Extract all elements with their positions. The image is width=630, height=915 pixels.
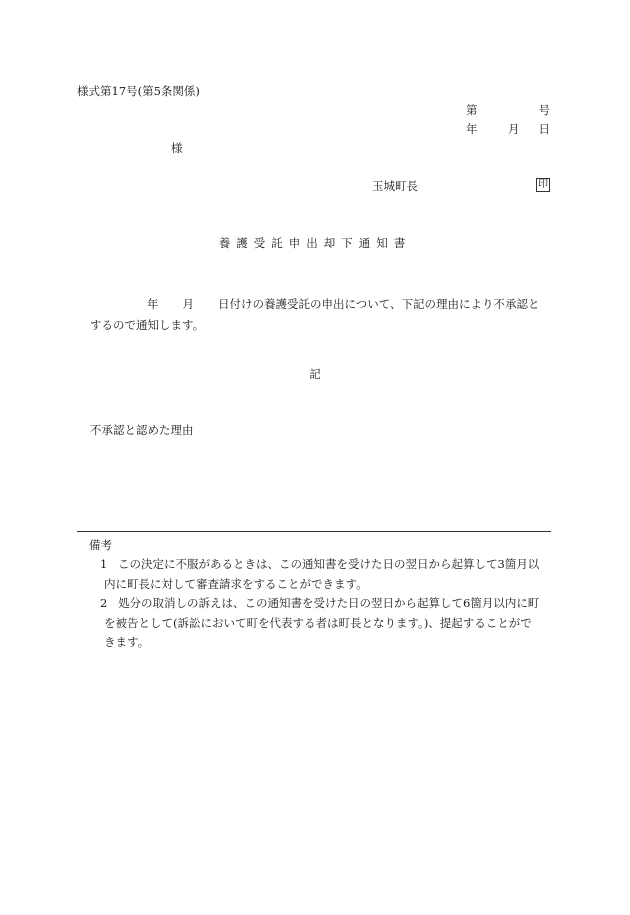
remark-item (90, 555, 552, 594)
remark-line: この決定に不服があるときは、この通知書を受けた日の翌日から起算して3箇月以 (118, 557, 540, 571)
document-number-suffix: 号 (538, 103, 550, 117)
remark-line: きます。 (104, 635, 150, 649)
divider (77, 531, 551, 532)
document-title: 養護受託申出却下通知書 (218, 236, 412, 250)
document-number-prefix: 第 (466, 103, 478, 117)
body-line1: 日付けの養護受託の申出について、下記の理由により不承認と (218, 297, 540, 311)
remark-number: 2 (100, 596, 108, 610)
body-month: 月 (182, 297, 194, 311)
notice-body (90, 294, 552, 336)
remarks-heading: 備考 (89, 538, 112, 552)
date-month: 月 (508, 122, 520, 136)
issuer-name: 玉城町長 (372, 179, 418, 193)
remark-number: 1 (100, 557, 108, 571)
ki-heading: 記 (309, 367, 321, 381)
remark-line: 処分の取消しの訴えは、この通知書を受けた日の翌日から起算して6箇月以内に町 (118, 596, 540, 610)
addressee-suffix: 様 (171, 141, 183, 155)
remark-line: 内に町長に対して審査請求をすることができます。 (104, 576, 368, 591)
form-number: 様式第17号(第5条関係) (77, 84, 200, 98)
body-year: 年 (147, 297, 159, 311)
body-line2: するので通知します。 (90, 318, 205, 332)
date-day: 日 (538, 122, 550, 136)
remark-line: を被告として(訴訟において町を代表する者は町長となります。)、提起することがで (104, 615, 532, 630)
reason-label: 不承認と認めた理由 (90, 423, 194, 437)
remark-item (90, 594, 552, 653)
seal-box: 印 (538, 179, 548, 190)
date-year: 年 (466, 122, 478, 136)
